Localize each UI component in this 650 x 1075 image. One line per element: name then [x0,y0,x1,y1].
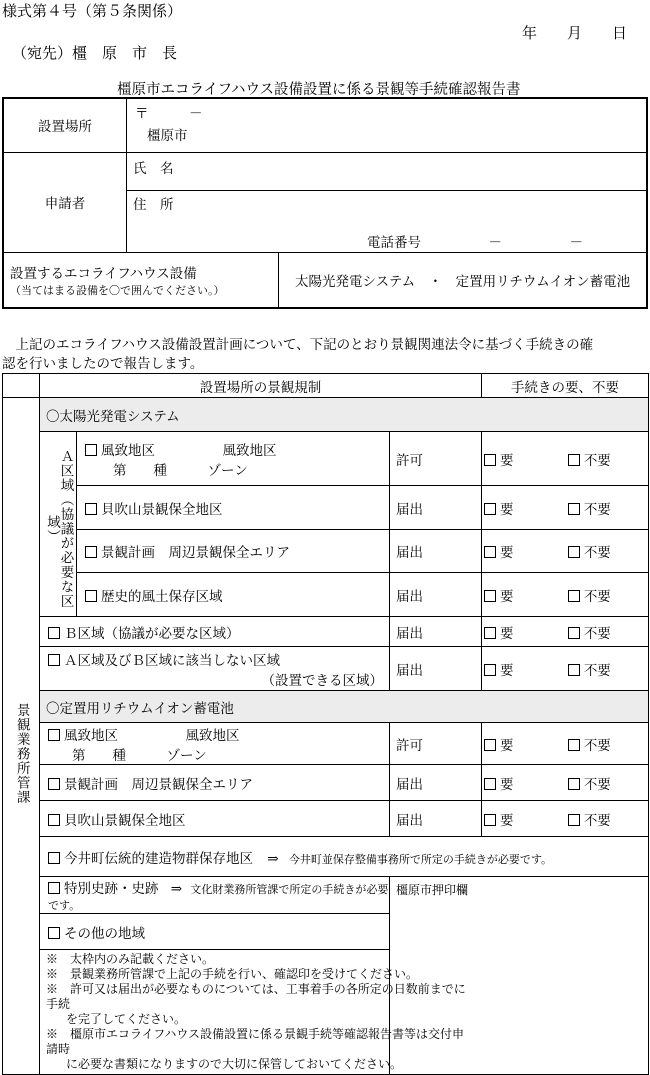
no-need-checkbox[interactable] [568,546,580,558]
no-need-checkbox[interactable] [568,503,580,515]
intro-line-1: 上記のエコライフハウス設備設置計画について、下記のとおり景観関連法令に基づく手続きの確 [2,337,594,353]
note-text: 太枠内のみ記載ください。 [70,952,215,966]
need-options [482,432,649,486]
need-options [482,617,649,647]
battery-row-fuchi [40,723,390,765]
note-mark: ※ [46,982,59,996]
battery-row-kaibuki [40,801,390,837]
checkbox[interactable] [48,927,60,939]
note-text: を完了してください。 [66,1012,187,1026]
checkbox[interactable] [48,729,60,741]
checkbox[interactable] [85,503,97,515]
proc-cell: 届出 [390,801,482,837]
no-need-label: 不要 [583,588,611,605]
zone-a-label: Ａ区域（協議が必要な区域） [44,449,74,609]
need-options [482,530,649,573]
need-options [482,765,649,801]
note-mark: ※ [46,967,59,981]
need-options [482,801,649,837]
checkbox[interactable] [48,627,60,639]
need-options [482,486,649,530]
need-checkbox[interactable] [484,546,496,558]
no-need-label: 不要 [583,625,611,642]
note-text: 景観業務所管課で上記の手続を行い、確認印を受けてください。 [70,967,419,981]
col-procedure-header: 手続きの要、不要 [482,374,649,398]
row-sublabel: （設置できる区域） [261,672,383,689]
need-checkbox[interactable] [484,627,496,639]
note-text: 橿原市エコライフハウス設備設置に係る景観手続等確認報告書等は交付申請時 [46,1027,464,1056]
solar-row-rekishi [77,573,390,617]
need-label: 要 [500,812,514,829]
proc-cell: 許可 [390,723,482,765]
equipment-label: 設置するエコライフハウス設備 [10,265,197,282]
imai-row [40,837,649,877]
row-sublabel: 第 種 ゾーン [113,462,248,479]
stamp-label: 橿原市押印欄 [396,883,469,897]
other-region-row [40,914,390,950]
date-field: 年 月 日 [522,24,628,42]
note-mark: ※ [46,1027,59,1041]
phone-label: 電話番号 － － [367,234,583,251]
applicant-label: 申請者 [3,152,127,252]
location-field[interactable] [127,98,648,152]
notes-cell [40,950,482,1075]
no-need-label: 不要 [583,501,611,518]
row-label: Ｂ区域（協議が必要な区域） [64,625,240,642]
row-label: 特別史跡・史跡 [64,881,159,897]
regulation-table [2,373,649,1075]
equipment-label-cell [3,252,279,308]
checkbox[interactable] [48,852,60,864]
need-label: 要 [500,776,514,793]
applicant-table [2,97,648,309]
no-need-checkbox[interactable] [568,814,580,826]
checkbox[interactable] [48,882,60,894]
need-label: 要 [500,737,514,754]
need-options [482,573,649,617]
row-label: 風致地区 風致地区 [101,442,277,459]
equipment-options[interactable]: 太陽光発電システム ・ 定置用リチウムイオン蓄電池 [279,252,647,308]
checkbox[interactable] [48,778,60,790]
checkbox[interactable] [85,590,97,602]
need-label: 要 [500,452,514,469]
row-label: その他の地域 [64,925,145,942]
solar-row-fuchi [77,432,390,486]
row-label: 貝吹山景観保全地区 [101,501,223,518]
need-checkbox[interactable] [484,454,496,466]
checkbox[interactable] [85,546,97,558]
row-label: 景観計画 周辺景観保全エリア [101,545,290,561]
row-label: 貝吹山景観保全地区 [64,812,186,829]
no-need-checkbox[interactable] [568,778,580,790]
row-label: 風致地区 風致地区 [64,727,240,744]
no-need-label: 不要 [583,737,611,754]
arrow-icon: ⇒ [267,850,279,867]
battery-row-keikan [40,765,390,801]
no-need-checkbox[interactable] [568,454,580,466]
location-label: 設置場所 [3,98,127,152]
need-label: 要 [500,625,514,642]
intro-line-2: 認を行いましたので報告します。 [2,356,204,372]
no-need-label: 不要 [583,545,611,561]
proc-cell: 許可 [390,432,482,486]
dept-cell [3,398,40,1075]
need-label: 要 [500,662,514,679]
no-need-label: 不要 [583,452,611,469]
form-number: 様式第４号（第５条関係） [2,2,183,20]
historic-row [40,877,390,914]
applicant-address-field[interactable] [127,190,648,252]
no-need-label: 不要 [583,812,611,829]
dept-label: 景観業務所管課 [13,703,30,805]
need-checkbox[interactable] [484,814,496,826]
proc-cell: 届出 [390,617,482,647]
no-need-label: 不要 [583,776,611,793]
col-regulation-header: 設置場所の景観規制 [40,374,482,398]
addressee: （宛先）橿 原 市 長 [12,44,178,62]
proc-cell: 届出 [390,647,482,691]
checkbox[interactable] [48,654,60,666]
row-note: 今井町並保存整備事務所で所定の手続きが必要です。 [288,852,553,866]
postal-code: 〒 － [135,106,203,123]
no-need-checkbox[interactable] [568,739,580,751]
row-label: 歴史的風土保存区域 [101,588,223,605]
name-label: 氏 名 [133,160,174,177]
row-note: 文化財業務所管課で所定の手続きが必要です。 [48,883,389,912]
address-label: 住 所 [133,196,174,213]
proc-cell: 届出 [390,573,482,617]
solar-section-header: 〇太陽光発電システム [40,398,649,432]
proc-cell: 届出 [390,486,482,530]
arrow-icon: ⇒ [170,881,183,897]
need-checkbox[interactable] [484,503,496,515]
no-need-checkbox[interactable] [568,627,580,639]
row-label: 景観計画 周辺景観保全エリア [64,776,253,793]
checkbox[interactable] [48,814,60,826]
need-checkbox[interactable] [484,778,496,790]
note-text: に必要な書類になりますので大切に保管しておいてください。 [66,1057,403,1071]
need-label: 要 [500,588,514,605]
row-sublabel: 第 種 ゾーン [72,747,207,764]
need-checkbox[interactable] [484,739,496,751]
solar-row-keikan [77,530,390,573]
document-title: 橿原市エコライフハウス設備設置に係る景観等手続確認報告書 [117,82,521,98]
location-city: 橿原市 [147,128,188,145]
need-options [482,647,649,691]
need-label: 要 [500,545,514,561]
row-label: 今井町伝統的建造物群保存地区 [64,850,253,867]
need-options [482,723,649,765]
no-need-label: 不要 [583,662,611,679]
solar-row-kaibuki [77,486,390,530]
no-need-checkbox[interactable] [568,590,580,602]
no-need-checkbox[interactable] [568,664,580,676]
proc-cell: 届出 [390,765,482,801]
note-mark: ※ [46,952,59,966]
zone-b-row [40,617,390,647]
note-text: 許可又は届出が必要なものについては、工事着手の各所定の日数前までに手続 [46,982,466,1011]
need-label: 要 [500,501,514,518]
need-checkbox[interactable] [484,664,496,676]
zone-other-row [40,647,390,691]
row-label: Ａ区域及びＢ区域に該当しない区域 [64,652,280,669]
battery-section-header: 〇定置用リチウムイオン蓄電池 [40,691,649,723]
applicant-name-field[interactable] [127,152,648,190]
equipment-hint: （当てはまる設備を〇で囲んでください。） [10,283,225,297]
proc-cell: 届出 [390,530,482,573]
zone-a-cell [40,432,77,617]
checkbox[interactable] [85,444,97,456]
need-checkbox[interactable] [484,590,496,602]
